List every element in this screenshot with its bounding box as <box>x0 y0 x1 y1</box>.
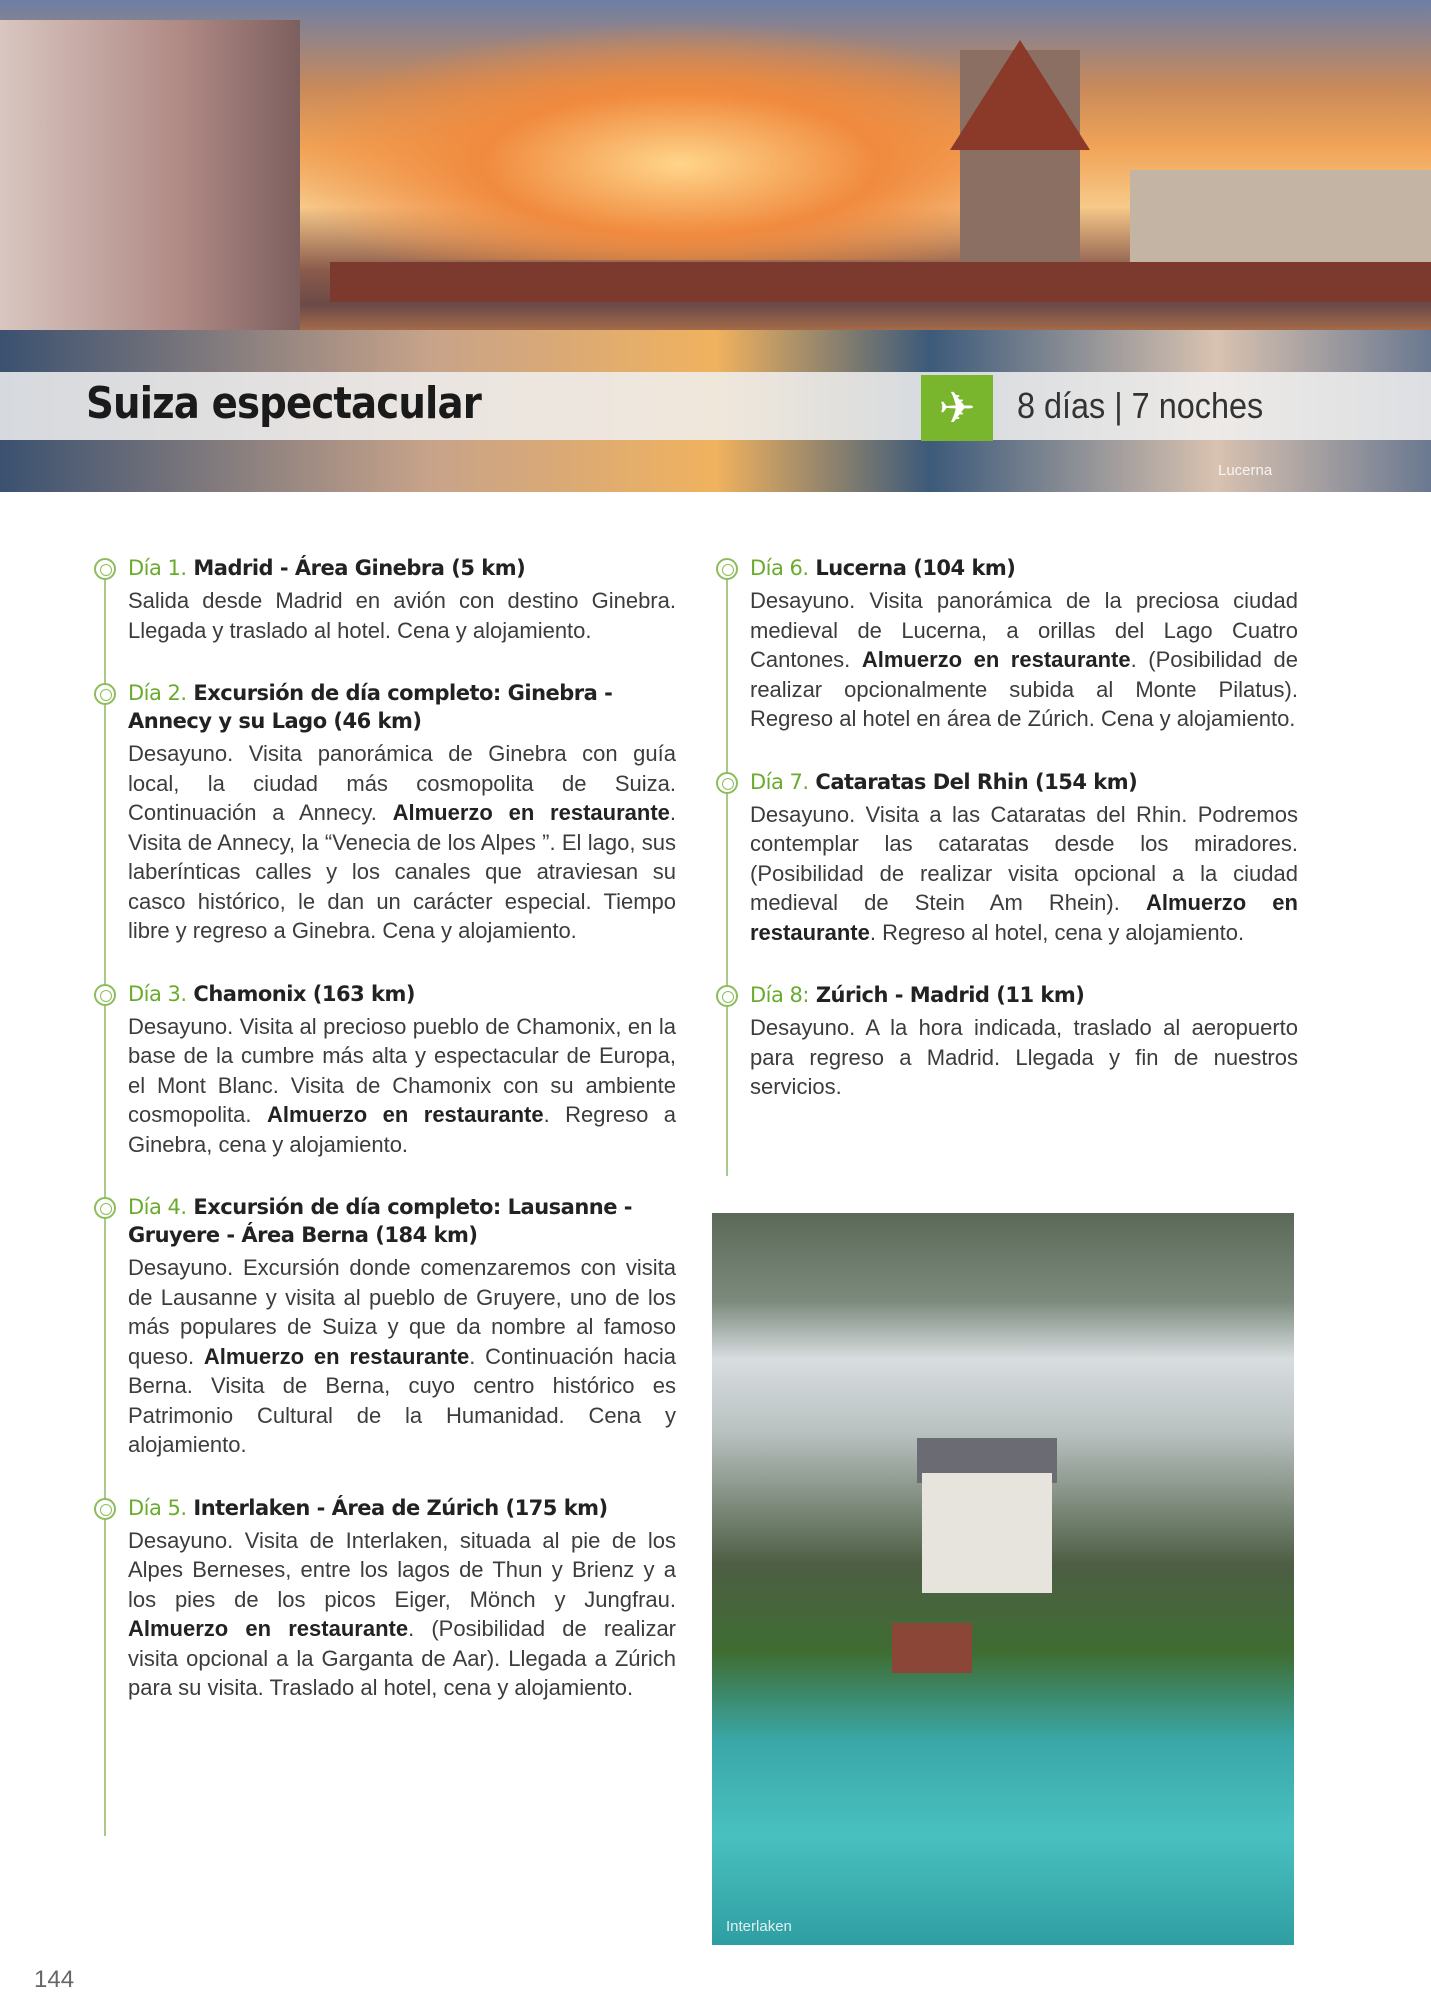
timeline-bullet-icon <box>716 985 738 1007</box>
description-text: . Regreso a Ginebra, cena y alojamiento. <box>128 1102 676 1157</box>
description-text: Desayuno. Visita de Interlaken, situada al pie de los Alpes Berneses, entre los lagos de Thun y Brienz y a los pies de los picos Eiger, Mönch y Jungfrau. <box>128 1527 676 1612</box>
day-description <box>128 586 676 645</box>
description-text: . (Posibilidad de realizar visita opcional a la Garganta de Aar). Llegada a Zúrich para su visita. Traslado al hotel, cena y alojamiento. <box>128 1616 677 1700</box>
day-title: Excursión de día completo: Lausanne - Gruyere - Área Berna (184 km) <box>128 1195 632 1247</box>
day-title: Excursión de día completo: Ginebra - Annecy y su Lago (46 km) <box>128 681 613 733</box>
day-heading <box>128 1193 676 1249</box>
plane-icon: ✈ <box>921 375 993 441</box>
timeline-bullet-icon <box>94 984 116 1006</box>
timeline-bullet-icon <box>94 1498 116 1520</box>
itinerary-day <box>750 554 1298 734</box>
day-heading <box>128 980 676 1008</box>
highlight-text: Almuerzo en restaurante <box>128 1616 409 1641</box>
timeline-bullet-icon <box>94 1197 116 1219</box>
description-text: Desayuno. A la hora indicada, traslado al aeropuerto para regreso a Madrid. Llegada y fin de nuestros servicios. <box>750 1015 1298 1099</box>
itinerary-day <box>750 768 1298 948</box>
interlaken-photo <box>712 1213 1294 1945</box>
itinerary-day <box>750 981 1298 1102</box>
day-title: Lucerna (104 km) <box>815 556 1016 580</box>
photo-caption: Interlaken <box>726 1918 792 1935</box>
day-number: Día 1. <box>128 556 187 580</box>
description-text: Salida desde Madrid en avión con destino Ginebra. Llegada y traslado al hotel. Cena y alojamiento. <box>128 588 676 643</box>
day-number: Día 4. <box>128 1195 187 1219</box>
day-title: Madrid - Área Ginebra (5 km) <box>193 556 526 580</box>
day-title: Chamonix (163 km) <box>193 981 415 1006</box>
timeline-bullet-icon <box>716 558 738 580</box>
day-heading <box>128 554 676 582</box>
day-number: Día 7. <box>750 769 809 794</box>
description-text: Desayuno. Visita panorámica de Ginebra con guía local, la ciudad más cosmopolita de Suiza. Continuación a Annecy. <box>128 741 676 825</box>
itinerary-day <box>128 980 676 1160</box>
day-number: Día 5. <box>128 1495 187 1520</box>
day-title: Interlaken - Área de Zúrich (175 km) <box>193 1495 608 1520</box>
description-text: Desayuno. Excursión donde comenzaremos con visita de Lausanne y visita al pueblo de Gruyere, uno de los más populares de Suiza y que da nombre al famoso queso. <box>128 1255 676 1369</box>
day-description <box>128 739 676 946</box>
day-number: Día 3. <box>128 981 187 1006</box>
description-text: . Visita de Annecy, la “Venecia de los Alpes ”. El lago, sus laberínticas calles y los canales que atraviesan su casco histórico, le dan un carácter especial. Tiempo libre y regreso a Ginebra. Cena y alojamiento. <box>128 800 677 943</box>
day-description <box>750 586 1298 734</box>
day-number: Día 2. <box>128 681 187 705</box>
day-description <box>128 1012 676 1160</box>
highlight-text: Almuerzo en restaurante <box>266 1102 544 1127</box>
description-text: Desayuno. Visita al precioso pueblo de Chamonix, en la base de la cumbre más alta y espectacular de Europa, el Mont Blanc. Visita de Chamonix con su ambiente cosmopolita. <box>128 1013 676 1127</box>
day-description <box>128 1253 676 1460</box>
itinerary-day <box>128 554 676 645</box>
description-text: . (Posibilidad de realizar opcionalmente subida al Monte Pilatus). Regreso al hotel en área de Zúrich. Cena y alojamiento. <box>750 647 1298 731</box>
day-number: Día 6. <box>750 556 809 580</box>
description-text: Desayuno. Visita a las Cataratas del Rhin. Podremos contemplar las cataratas desde los miradores. (Posibilidad de realizar visita opcional a la ciudad medieval de Stein Am Rhein). <box>750 801 1298 915</box>
itinerary-left-column <box>128 554 676 1737</box>
itinerary-right-column <box>750 554 1298 1136</box>
highlight-text: Almuerzo en restaurante <box>750 890 1298 945</box>
day-title: Zúrich - Madrid (11 km) <box>815 983 1085 1007</box>
timeline-bullet-icon <box>94 683 116 705</box>
hero-caption: Lucerna <box>1218 462 1273 479</box>
day-heading <box>750 981 1298 1009</box>
day-number: Día 8: <box>750 983 809 1007</box>
page-title: Suiza espectacular <box>86 378 481 429</box>
page-number: 144 <box>34 1966 75 1993</box>
day-title: Cataratas Del Rhin (154 km) <box>815 769 1138 794</box>
day-heading <box>750 554 1298 582</box>
itinerary-day <box>128 679 676 946</box>
day-heading <box>128 679 676 735</box>
timeline-right <box>726 566 728 1176</box>
trip-duration: 8 días | 7 noches <box>1017 385 1264 426</box>
description-text: Desayuno. Visita panorámica de la preciosa ciudad medieval de Lucerna, a orillas del Lago Cuatro Cantones. <box>750 588 1298 672</box>
timeline-bullet-icon <box>94 558 116 580</box>
day-heading <box>750 768 1298 796</box>
highlight-text: Almuerzo en restaurante <box>861 647 1131 672</box>
description-text: . Regreso al hotel, cena y alojamiento. <box>869 919 1245 945</box>
day-heading <box>128 1494 676 1522</box>
timeline-bullet-icon <box>716 772 738 794</box>
highlight-text: Almuerzo en restaurante <box>203 1343 470 1369</box>
day-description <box>750 1013 1298 1102</box>
day-description <box>128 1526 676 1703</box>
highlight-text: Almuerzo en restaurante <box>392 800 670 825</box>
description-text: . Continuación hacia Berna. Visita de Berna, cuyo centro histórico es Patrimonio Cultural de la Humanidad. Cena y alojamiento. <box>128 1343 677 1457</box>
itinerary-day <box>128 1193 676 1460</box>
itinerary-day <box>128 1494 676 1703</box>
day-description <box>750 800 1298 948</box>
